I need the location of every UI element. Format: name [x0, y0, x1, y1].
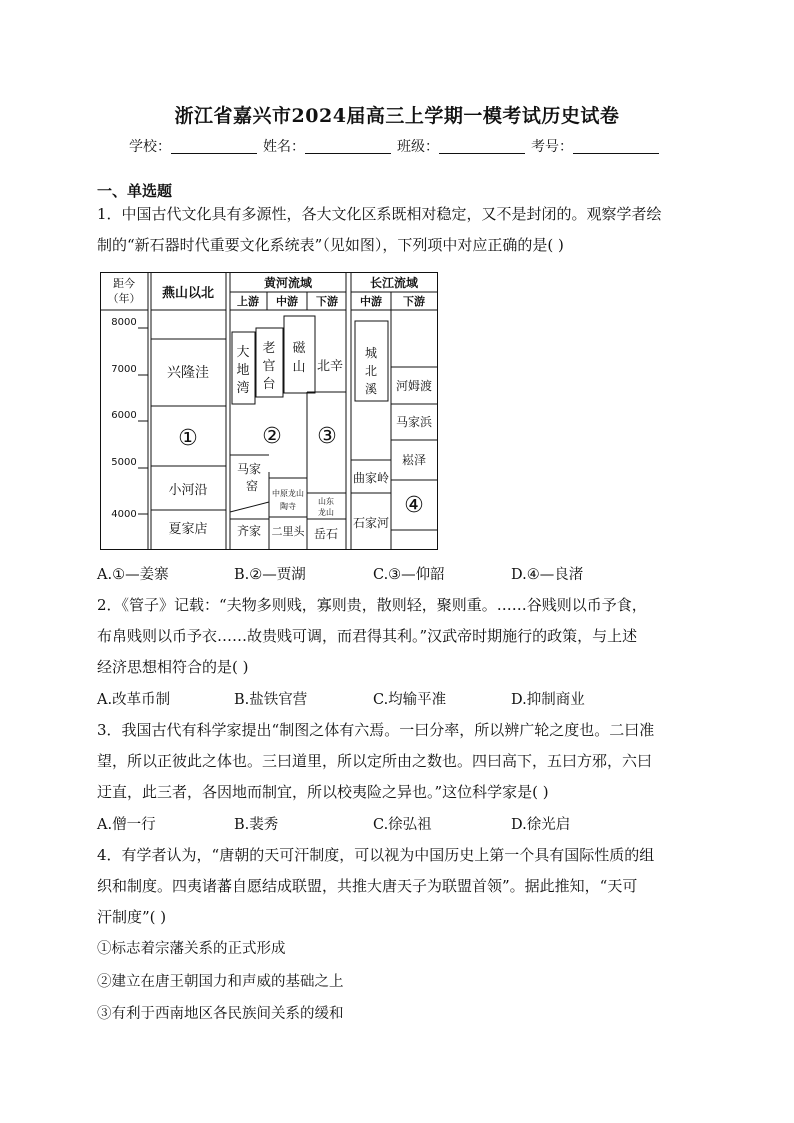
cell-majiabang: 马家浜	[395, 415, 433, 429]
cell-circle-4: ④	[404, 493, 424, 518]
q3-line3: 迂直，此三者，各因地而制宜，所以校夷险之异也。”这位科学家是( )	[97, 783, 549, 801]
cell-cishan-1: 磁	[292, 341, 306, 356]
cell-dadiwan-2: 地	[236, 363, 250, 378]
school-label: 学校：	[129, 139, 171, 155]
cell-erlitou: 二里头	[271, 525, 305, 538]
q1-line1: 1．中国古代文化具有多源性，各大文化区系既相对稳定，又不是封闭的。观察学者绘	[97, 205, 662, 223]
q3-options	[97, 813, 697, 841]
cell-laoguantai-1: 老	[262, 341, 276, 356]
student-info-row	[0, 136, 794, 156]
cell-xiajiadian: 夏家店	[168, 522, 208, 537]
cell-chengbeixi-1: 城	[364, 346, 378, 360]
cell-dadiwan-1: 大	[236, 345, 250, 360]
q1-options	[97, 563, 697, 591]
cell-zhongyuan-2: 陶寺	[280, 502, 296, 511]
cell-xiaoheyan: 小河沿	[168, 483, 208, 498]
name-blank[interactable]	[305, 139, 391, 154]
name-label: 姓名：	[263, 139, 305, 155]
header-yanshan: 燕山以北	[161, 286, 215, 301]
cell-cishan-2: 山	[292, 360, 306, 375]
cell-qijia: 齐家	[236, 524, 262, 538]
q2-line2: 布帛贱则以币予衣……故贵贱可调，而君得其利。”汉武帝时期施行的政策，与上述	[97, 627, 638, 645]
cell-dadiwan-3: 湾	[236, 381, 250, 396]
q2-option-a[interactable]: A.改革币制	[97, 692, 171, 708]
q2-line1: 2．《管子》记载：“夫物多则贱，寡则贵，散则轻，聚则重。……谷贱则以币予食，	[97, 596, 647, 614]
q3-option-b[interactable]: B.裴秀	[234, 817, 279, 833]
q2-option-b[interactable]: B.盐铁官营	[234, 692, 308, 708]
q4-line2: 织和制度。四夷诸蕃自愿结成联盟，共推大唐天子为联盟首领”。据此推知，“天可	[97, 877, 638, 895]
q1-option-a[interactable]: A.①—姜寨	[97, 567, 169, 583]
header-year-1: 距今	[113, 277, 135, 290]
cell-majiayao-2: 窑	[245, 479, 259, 493]
q4-item-1[interactable]: ①标志着宗藩关系的正式形成	[97, 941, 286, 957]
q3-option-c[interactable]: C.徐弘祖	[373, 817, 432, 833]
class-label: 班级：	[397, 139, 439, 155]
cell-shandong-1: 山东	[318, 497, 334, 506]
cell-laoguantai-3: 台	[262, 377, 276, 392]
section-heading: 一、单选题	[97, 182, 173, 200]
sub-cj-lower: 下游	[403, 295, 425, 308]
cell-zhongyuan-1: 中原龙山	[272, 489, 304, 498]
sub-lower: 下游	[316, 295, 338, 308]
cell-circle-3: ③	[317, 424, 337, 449]
header-huanghe: 黄河流域	[263, 276, 313, 290]
q2-line3: 经济思想相符合的是( )	[97, 658, 249, 676]
cell-yueshi: 岳石	[313, 527, 339, 541]
q1-option-c[interactable]: C.③—仰韶	[373, 567, 445, 583]
cell-hemudu: 河姆渡	[395, 379, 433, 393]
q3-line1: 3．我国古代有科学家提出“制图之体有六焉。一曰分率，所以辨广轮之度也。二曰准	[97, 721, 655, 739]
exam-title: 浙江省嘉兴市2024届高三上学期一模考试历史试卷	[174, 105, 620, 127]
q4-item-2[interactable]: ②建立在唐王朝国力和声威的基础之上	[97, 974, 344, 990]
q4-line3: 汗制度”( )	[97, 908, 167, 926]
q3-line2: 望，所以正彼此之体也。三曰道里，所以定所由之数也。四曰高下，五曰方邪，六曰	[97, 752, 653, 770]
cell-chengbeixi-3: 溪	[364, 382, 378, 396]
q1-option-d[interactable]: D.④—良渚	[511, 567, 584, 583]
exam-no-label: 考号：	[531, 139, 573, 155]
sub-cj-middle: 中游	[360, 295, 382, 308]
q2-option-c[interactable]: C.均输平准	[373, 692, 447, 708]
cell-xinglongwa: 兴隆洼	[167, 365, 209, 381]
year-5000: 5000	[111, 457, 137, 468]
year-7000: 7000	[111, 364, 137, 375]
cell-shandong-2: 龙山	[318, 508, 334, 517]
year-6000: 6000	[111, 410, 137, 421]
year-4000: 4000	[111, 509, 137, 520]
cell-shijiahe: 石家河	[352, 516, 390, 530]
cell-laoguantai-2: 官	[262, 359, 276, 374]
cell-circle-2: ②	[262, 424, 282, 449]
neolithic-culture-table	[100, 272, 438, 550]
year-8000: 8000	[111, 317, 137, 328]
sub-upper: 上游	[237, 295, 259, 308]
school-blank[interactable]	[171, 139, 257, 154]
header-year-2: （年）	[107, 292, 141, 305]
q1-option-b[interactable]: B.②—贾湖	[234, 567, 306, 583]
cell-qujialing: 曲家岭	[352, 471, 390, 485]
sub-middle: 中游	[276, 295, 298, 308]
q3-option-a[interactable]: A.僧一行	[97, 817, 156, 833]
q2-option-d[interactable]: D.抑制商业	[511, 692, 585, 708]
cell-beixin: 北辛	[316, 359, 344, 374]
q4-line1: 4．有学者认为，“唐朝的天可汗制度，可以视为中国历史上第一个具有国际性质的组	[97, 846, 655, 864]
q2-options	[97, 688, 697, 716]
cell-chengbeixi-2: 北	[364, 364, 378, 378]
q4-item-3[interactable]: ③有利于西南地区各民族间关系的缓和	[97, 1006, 344, 1022]
header-changjiang: 长江流域	[369, 276, 419, 290]
cell-circle-1: ①	[178, 426, 198, 451]
q3-option-d[interactable]: D.徐光启	[511, 817, 571, 833]
class-blank[interactable]	[439, 139, 525, 154]
q1-line2: 制的“新石器时代重要文化系统表”（见如图），下列项中对应正确的是( )	[97, 236, 564, 254]
exam-no-blank[interactable]	[573, 139, 659, 154]
cell-songze: 崧泽	[401, 453, 427, 467]
cell-majiayao-1: 马家	[236, 462, 262, 476]
